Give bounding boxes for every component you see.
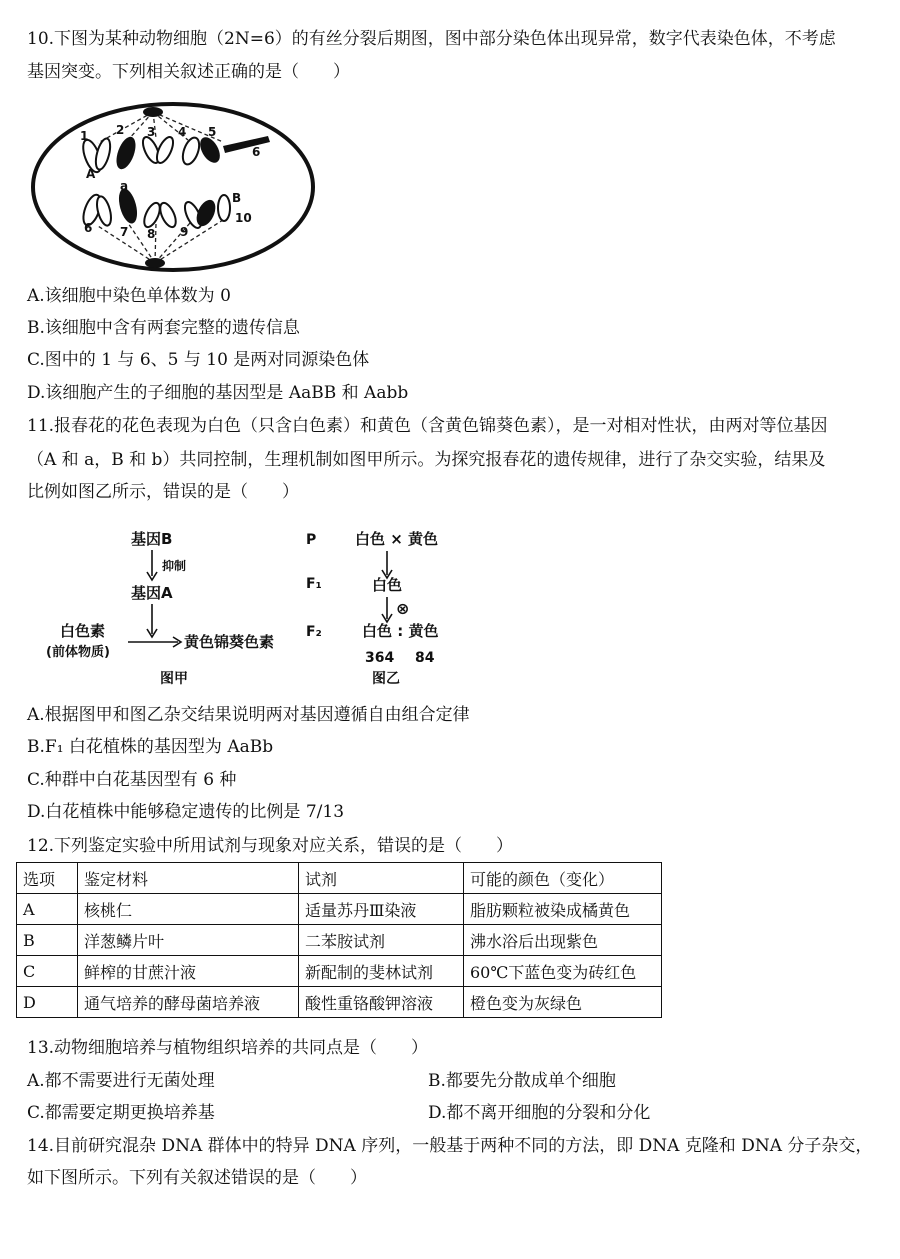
chromosome-label-1: 1 [80,129,89,143]
fig-jia-geneB: 基因B [131,530,173,548]
q10-option-b: B.该细胞中含有两套完整的遗传信息 [27,318,300,338]
q10-stem-line1: 10.下图为某种动物细胞（2N=6）的有丝分裂后期图，图中部分染色体出现异常，数字代表染色体，不考虑 [27,29,836,49]
q11-stem-line1: 11.报春花的花色表现为白色（只含白色素）和黄色（含黄色锦葵色素），是一对相对性状，由两对等位基因 [27,416,828,436]
chromosome-label-6-lower: 6 [84,221,93,235]
q13-option-d: D.都不离开细胞的分裂和分化 [428,1103,651,1123]
table-row [17,894,662,925]
fig-jia-precursor: (前体物质) [46,645,110,660]
q14-stem-line2: 如下图所示。下列有关叙述错误的是（ ） [27,1168,367,1188]
fig-yi-f1-result: 白色 [372,576,403,594]
chromosome-label-4: 4 [178,125,187,139]
fig-yi-F2: F₂ [306,624,322,640]
chromosome-label-2: 2 [116,123,125,137]
q13-option-c: C.都需要定期更换培养基 [27,1103,215,1123]
fig-yi-caption: 图乙 [372,671,400,687]
q11-option-d: D.白花植株中能够稳定遗传的比例是 7/13 [27,802,345,822]
q10-option-c: C.图中的 1 与 6、5 与 10 是两对同源染色体 [27,350,370,370]
chromosome-label-8: 8 [147,227,156,241]
chromosome-label-5: 5 [208,125,217,139]
chromosome-label-3: 3 [147,125,156,139]
q11-option-a: A.根据图甲和图乙杂交结果说明两对基因遵循自由组合定律 [27,705,470,725]
fig-yi-count-white: 364 [365,650,395,666]
fig-jia-yellow-pigment: 黄色锦葵色素 [184,633,275,651]
gene-label-A: A [86,167,96,181]
chromosome-label-9: 9 [180,225,189,239]
table-cell: D [17,987,78,1018]
q12-table [16,862,662,1018]
header-cell: 可能的颜色（变化） [464,863,662,894]
table-cell: 鲜榨的甘蔗汁液 [78,956,299,987]
q13-stem: 13.动物细胞培养与植物组织培养的共同点是（ ） [27,1038,429,1058]
q11-stem-line3: 比例如图乙所示，错误的是（ ） [27,482,299,502]
fig-jia-inhibit: 抑制 [162,559,187,573]
fig-yi-P: P [306,532,317,548]
chromosome-label-6: 6 [252,145,261,159]
gene-label-a: a [120,179,129,193]
q13-option-a: A.都不需要进行无菌处理 [27,1071,215,1091]
table-row [17,925,662,956]
fig-yi-selfing: ⊗ [396,599,410,618]
chromosome-label-10: 10 [235,211,252,225]
table-cell: 洋葱鳞片叶 [78,925,299,956]
q11-stem-line2: （A 和 a，B 和 b）共同控制，生理机制如图甲所示。为探究报春花的遗传规律，进行了杂交实验，结果及 [27,450,826,470]
table-header-row [17,863,662,894]
table-cell: 二苯胺试剂 [299,925,464,956]
chromosome-label-7: 7 [120,225,129,239]
table-cell: C [17,956,78,987]
table-cell: 60℃下蓝色变为砖红色 [464,956,662,987]
q13-option-b: B.都要先分散成单个细胞 [428,1071,616,1091]
table-row [17,956,662,987]
table-cell: 酸性重铬酸钾溶液 [299,987,464,1018]
q10-option-d: D.该细胞产生的子细胞的基因型是 AaBB 和 Aabb [27,383,409,403]
q11-option-c: C.种群中白花基因型有 6 种 [27,770,237,790]
fig-jia-geneA: 基因A [131,584,173,602]
header-cell: 鉴定材料 [78,863,299,894]
table-row [17,987,662,1018]
q12-stem: 12.下列鉴定实验中所用试剂与现象对应关系，错误的是（ ） [27,836,514,856]
table-cell: 新配制的斐林试剂 [299,956,464,987]
gene-label-B: B [232,191,242,205]
fig-jia-caption: 图甲 [160,671,188,687]
table-cell: A [17,894,78,925]
fig-jia-white-pigment: 白色素 [60,622,106,640]
table-cell: 沸水浴后出现紫色 [464,925,662,956]
q11-figures [40,520,460,692]
fig-yi-f2-result: 白色 : 黄色 [362,622,439,640]
table-cell: B [17,925,78,956]
header-cell: 试剂 [299,863,464,894]
header-cell: 选项 [17,863,78,894]
fig-yi-F1: F₁ [306,576,322,592]
table-cell: 通气培养的酵母菌培养液 [78,987,299,1018]
q10-cell-figure [28,98,318,276]
table-cell: 适量苏丹Ⅲ染液 [299,894,464,925]
q14-stem-line1: 14.目前研究混杂 DNA 群体中的特异 DNA 序列，一般基于两种不同的方法，即 DNA 克隆和 DNA 分子杂交， [27,1136,873,1156]
q10-stem-line2: 基因突变。下列相关叙述正确的是（ ） [27,62,350,82]
fig-yi-count-yellow: 84 [415,650,435,666]
q11-option-b: B.F₁ 白花植株的基因型为 AaBb [27,737,274,757]
q10-option-a: A.该细胞中染色单体数为 0 [27,286,231,306]
table-cell: 脂肪颗粒被染成橘黄色 [464,894,662,925]
fig-yi-cross: 白色 × 黄色 [355,530,439,548]
table-cell: 橙色变为灰绿色 [464,987,662,1018]
table-cell: 核桃仁 [78,894,299,925]
